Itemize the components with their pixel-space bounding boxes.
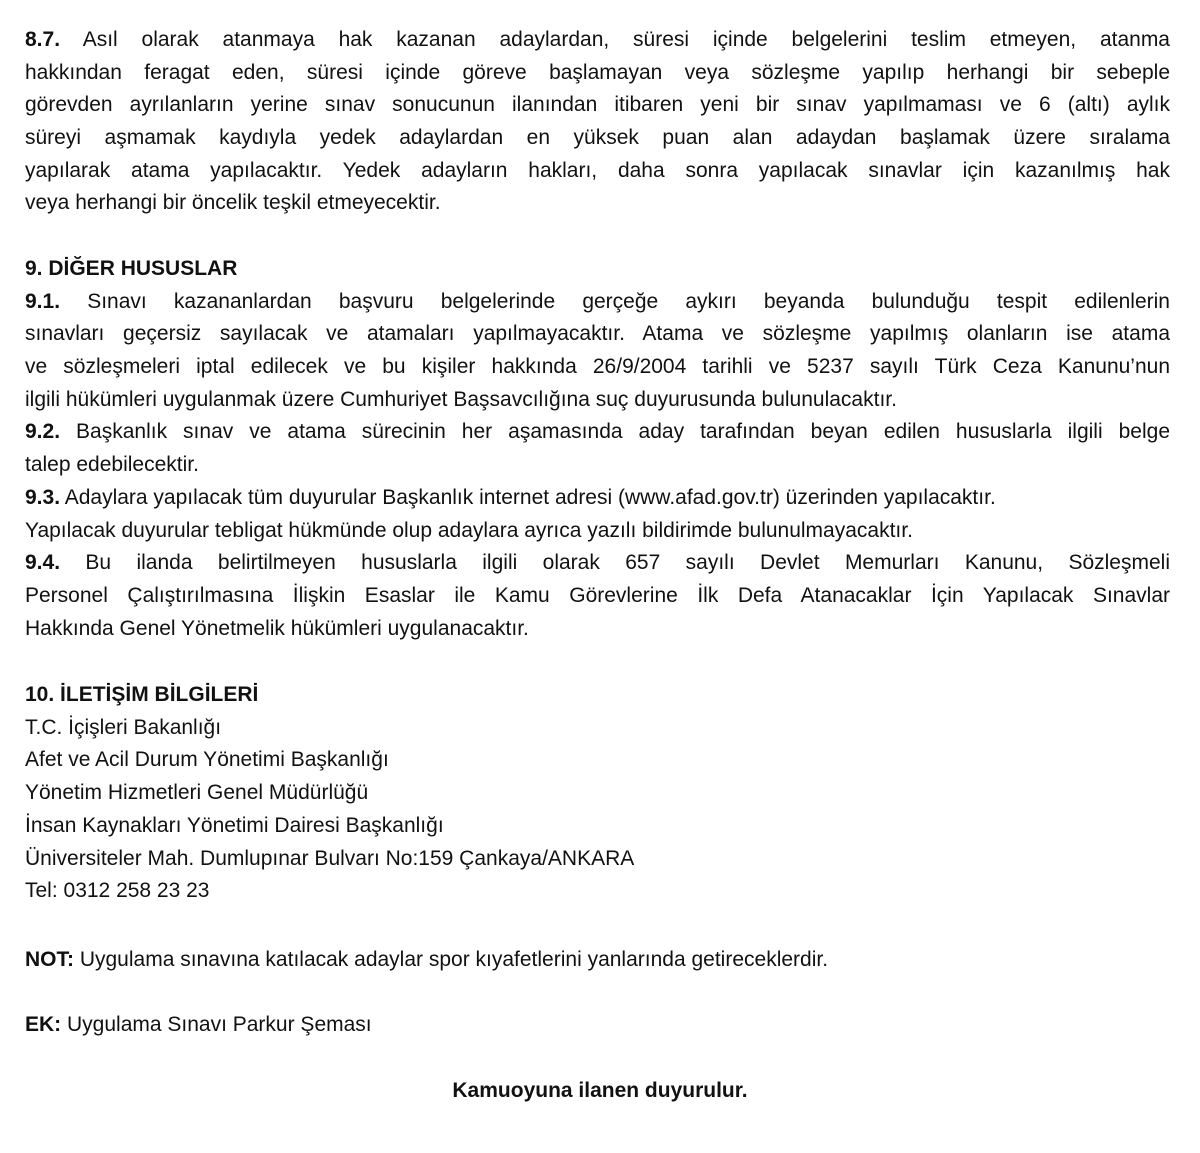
text-line: sınavları geçersiz sayılacak ve atamaları yapılmayacaktır. Atama ve sözleşme yapılmış olanların ise atama <box>25 322 1170 346</box>
item-number: 9.2. <box>25 420 61 444</box>
contact-line: İnsan Kaynakları Yönetimi Dairesi Başkanlığı <box>25 813 444 837</box>
item-number: 9.4. <box>25 551 61 575</box>
item-number: 8.7. <box>25 28 61 51</box>
link-text: Adaylara yapılacak tüm duyurular Başkanlık internet adresi (www.afad.gov.tr) üzerinden yapılacaktır. <box>60 485 996 509</box>
text-line <box>25 482 1170 515</box>
note-label: NOT: <box>25 948 74 971</box>
text-line: Personel Çalıştırılmasına İlişkin Esaslar ile Kamu Görevlerine İlk Defa Atanacaklar İçin Yapılacak Sınavlar <box>25 583 1170 607</box>
text-line: ve sözleşmeleri iptal edilecek ve bu kişiler hakkında 26/9/2004 tarihli ve 5237 sayılı Türk Ceza Kanunu’nun <box>25 355 1170 379</box>
attachment <box>25 1009 1170 1042</box>
item-number: 9.1. <box>25 289 61 313</box>
contact-address: Üniversiteler Mah. Dumlupınar Bulvarı No:159 Çankaya/ANKARA <box>25 846 635 870</box>
note-text: Uygulama sınavına katılacak adaylar spor kıyafetlerini yanlarında getireceklerdir. <box>74 948 829 971</box>
attachment-text: Uygulama Sınavı Parkur Şeması <box>61 1013 372 1036</box>
paragraph-8-7 <box>25 24 1170 220</box>
text-line: görevden ayrılanların yerine sınav sonucunun ilanından itibaren yeni bir sınav yapılmaması ve 6 (altı) aylık <box>25 93 1170 117</box>
text-line: 8.7. Asıl olarak atanmaya hak kazanan adaylardan, süresi içinde belgelerini teslim etmeyen, atanma <box>25 28 1170 51</box>
text-line: ilgili hükümleri uygulanmak üzere Cumhuriyet Başsavcılığına suç duyurusunda bulunulacaktır. <box>25 387 897 411</box>
note <box>25 944 1170 977</box>
text-line: 9.2. Başkanlık sınav ve atama sürecinin her aşamasında aday tarafından beyan edilen hususlarla ilgili belge <box>25 420 1170 444</box>
text-line: 9.4. Bu ilanda belirtilmeyen hususlarla ilgili olarak 657 sayılı Devlet Memurları Kanunu, Sözleşmeli <box>25 551 1170 575</box>
item-number: 9.3. <box>25 485 61 509</box>
text-line: hakkından feragat eden, süresi içinde göreve başlamayan veya sözleşme yapılıp herhangi bir sebeple <box>25 60 1170 84</box>
section-heading: 10. İLETİŞİM BİLGİLERİ <box>25 683 259 706</box>
closing-statement: Kamuoyuna ilanen duyurulur. <box>452 1079 748 1102</box>
section-heading: 9. DİĞER HUSUSLAR <box>25 257 238 280</box>
text-line: Yapılacak duyurular tebligat hükmünde olup adaylara ayrıca yazılı bildirimde bulunulmayacaktır. <box>25 518 913 542</box>
text-line: veya herhangi bir öncelik teşkil etmeyecektir. <box>25 191 441 215</box>
attachment-label: EK: <box>25 1013 62 1036</box>
section-10-contact <box>25 679 1170 908</box>
text-line: talep edebilecektir. <box>25 453 199 477</box>
text-line: 9.1. Sınavı kazananlardan başvuru belgelerinde gerçeğe aykırı beyanda bulunduğu tespit edilenlerin <box>25 289 1170 313</box>
contact-phone: Tel: 0312 258 23 23 <box>25 879 210 903</box>
text-line: Hakkında Genel Yönetmelik hükümleri uygulanacaktır. <box>25 616 529 640</box>
text-line: süreyi aşmamak kaydıyla yedek adaylardan en yüksek puan alan adaydan başlamak üzere sıralama <box>25 126 1170 150</box>
text-line: yapılarak atama yapılacaktır. Yedek adayların hakları, daha sonra yapılacak sınavlar için kazanılmış hak <box>25 158 1170 182</box>
contact-line: Afet ve Acil Durum Yönetimi Başkanlığı <box>25 748 389 772</box>
contact-line: Yönetim Hizmetleri Genel Müdürlüğü <box>25 781 369 805</box>
section-9 <box>25 253 1170 645</box>
contact-line: T.C. İçişleri Bakanlığı <box>25 715 222 739</box>
